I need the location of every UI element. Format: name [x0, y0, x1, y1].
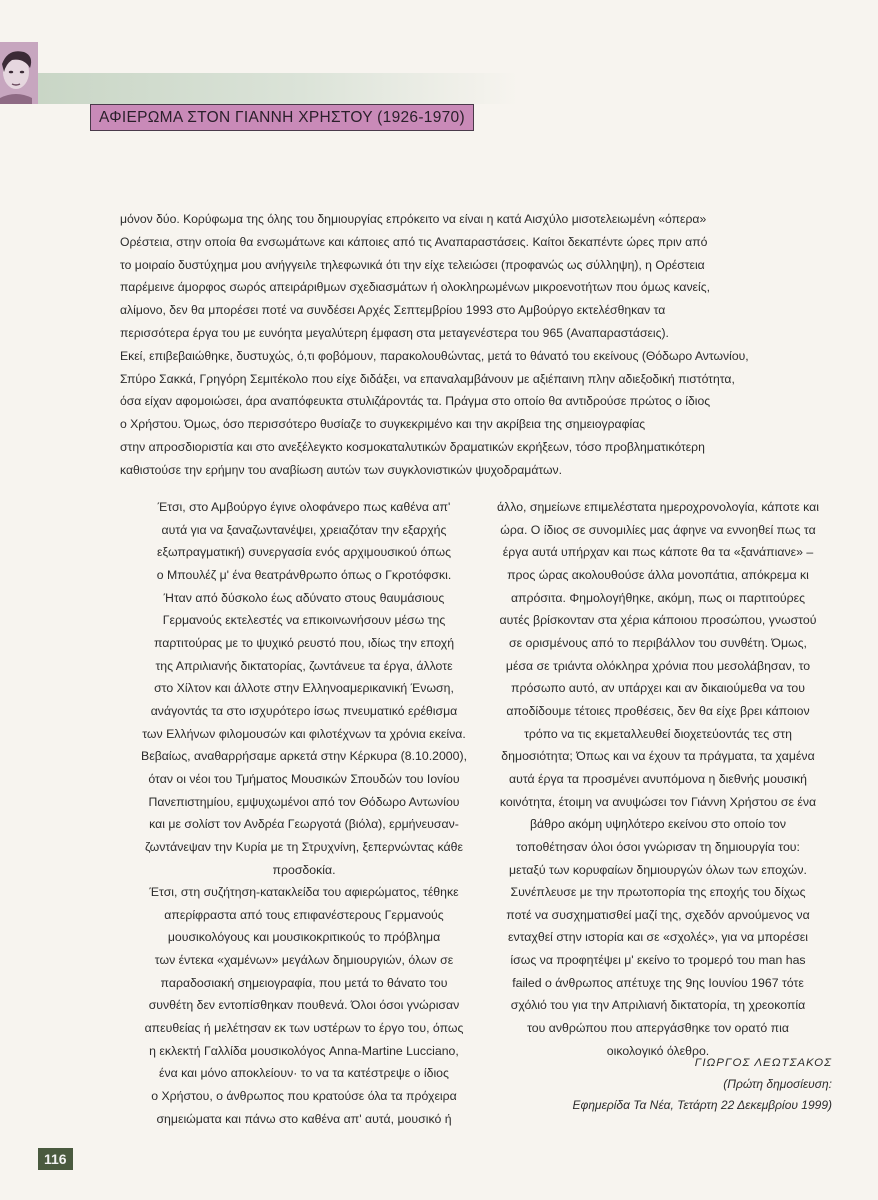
text-line: ζωντάνεψαν την Κυρία με τη Στρυχνίνη, ξεπερνώντας κάθε — [145, 839, 463, 854]
text-line: αυτά έργα τα προσμένει ανυπόμονα η διεθνής μουσική — [508, 771, 807, 786]
page-number: 116 — [38, 1148, 73, 1170]
text-line: δημοσιότητα; Όπως και να έχουν τα πράγματα, τα χαμένα — [501, 749, 815, 764]
text-line: του ανθρώπου που απεργάσθηκε τον ορατό πια — [527, 1021, 789, 1036]
text-line: καθιστούσε την ερήμην του αναβίωση αυτών των συγκλονιστικών ψυχοδραμάτων. — [120, 462, 562, 477]
text-line: απρόσιτα. Φημολογήθηκε, ακόμη, πως οι παρτιτούρες — [510, 590, 806, 605]
text-line: μόνον δύο. Κορύφωμα της όλης του δημιουργίας επρόκειτο να είναι η κατά Αισχύλο μισοτελειωμένη «όπερα» — [120, 212, 707, 226]
text-line: Γερμανούς εκτελεστές να επικοινωνήσουν μέσω της — [162, 613, 446, 628]
text-line: Εκεί, επιβεβαιώθηκε, δυστυχώς, ό,τι φοβόμουν, παρακολουθώντας, μετά το θάνατό του εκείνους (Θόδωρο Αντωνίου, — [120, 348, 749, 363]
text-line: πρόσωπο αυτό, αν υπάρχει και αν δικαιούμεθα να του — [511, 681, 805, 696]
text-line: Έτσι, στο Αμβούργο έγινε ολοφάνερο πως καθένα απ' — [157, 500, 451, 514]
text-line: μεταξύ των κορυφαίων δημιουργών όλων των εποχών. — [509, 862, 807, 877]
author-signature: ΓΙΩΡΓΟΣ ΛΕΩΤΣΑΚΟΣ — [694, 1057, 832, 1069]
text-line: σε ορισμένους από το περιβάλλον του συνθέτη. Όμως, — [509, 635, 807, 650]
text-line: παρέμεινε άμορφος σωρός απειράριθμων σχεδιασμάτων ή ολοκληρωμένων μικροενοτήτων που όμως κανείς, — [120, 280, 710, 295]
text-line: βάθρο ακόμη υψηλότερο εκείνου στο οποίο τον — [529, 817, 787, 832]
text-line: μέσα σε τριάντα ολόκληρα χρόνια που μεσολάβησαν, το — [505, 658, 811, 673]
text-line: των έντεκα «χαμένων» μεγάλων δημιουργιών, όλων σε — [154, 953, 454, 968]
text-line: το μοιραίο δυστύχημα μου ανήγγειλε τηλεφωνικά ότι την είχε τελειώσει (προφανώς ως σύλληψη), η Ορέστεια — [120, 257, 705, 272]
section-title: ΑΦΙΕΡΩΜΑ ΣΤΟΝ ΓΙΑΝΝΗ ΧΡΗΣΤΟΥ (1926-1970) — [90, 104, 474, 131]
text-line: Βεβαίως, αναθαρρήσαμε αρκετά στην Κέρκυρα (8.10.2000), — [141, 749, 467, 764]
text-line: όσα είχαν αφομοιώσει, άρα αναπόφευκτα στυλιζάροντάς τα. Πράγμα στο οποίο θα αντιδρούσε πρώτος ο ίδιος — [120, 394, 711, 409]
text-line: ένα και μόνο αποκλείουν· το να τα κατέστρεψε ο ίδιος — [159, 1066, 449, 1081]
text-line: Έτσι, στη συζήτηση-κατακλείδα του αφιερώματος, τέθηκε — [149, 885, 459, 900]
text-line: Πανεπιστημίου, εμψυχωμένοι από τον Θόδωρο Αντωνίου — [148, 794, 460, 809]
text-line: της Απριλιανής δικτατορίας, ζωντάνευε τα έργα, άλλοτε — [155, 658, 453, 673]
text-line: κοινότητα, έτοιμη να ανυψώσει τον Γιάννη Χρήστου σε ένα — [499, 794, 817, 809]
text-line: Ήταν από δύσκολο έως αδύνατο στους θαυμάσιους — [163, 590, 445, 605]
text-line: εξωπραγματική) συνεργασία ενός αρχιμουσικού όπως — [156, 545, 452, 560]
text-line: Σπύρο Σακκά, Γρηγόρη Σεμιτέκολο που είχε διδάξει, να επαναλαμβάνουν με αξιέπαινη πλην αδιεξοδική πιστότητα, — [120, 371, 735, 386]
text-line: ποτέ να συσχηματισθεί μαζί της, σχεδόν αρνούμενος να — [506, 907, 810, 922]
text-line: Συνέπλευσε με την πρωτοπορία της εποχής του δίχως — [510, 885, 806, 900]
text-line: στην απροσδιοριστία και στο ανεξέλεγκτο κοσμοκαταλυτικών δραματικών εκρήξεων, τόσο προβληματικότερη — [120, 439, 705, 454]
text-line: σημειώματα και πάνω στο καθένα απ' αυτά, μουσικό ή — [156, 1111, 452, 1126]
text-line: άλλο, σημείωνε επιμελέστατα ημεροχρονολογία, κάποτε και — [496, 500, 819, 514]
text-line: παραδοσιακή σημειογραφία, που μετά το θάνατο του — [160, 975, 448, 990]
text-line: η εκλεκτή Γαλλίδα μουσικολόγος Anna-Martine Lucciano, — [149, 1043, 459, 1058]
text-line: οικολογικό όλεθρο. — [606, 1043, 710, 1058]
text-line: έργα αυτά υπήρχαν και πως κάποτε θα τα «ξανάπιανε» – — [502, 545, 814, 560]
text-line: όταν οι νέοι του Τμήματος Μουσικών Σπουδών του Ιονίου — [148, 771, 460, 786]
text-line: τρόπο να τις εκμεταλλευθεί διοχετεύοντάς τες στη — [524, 726, 792, 741]
text-line: παρτιτούρας με το ψυχικό ρευστό που, ιδίως την εποχή — [153, 635, 455, 650]
text-line: αλίμονο, δεν θα μπορέσει ποτέ να συνδέσει Αρχές Σεπτεμβρίου 1993 στο Αμβούργο εκτελέσθηκαν τα — [120, 303, 666, 318]
text-line: προσδοκία. — [272, 862, 336, 877]
text-line: ο Μπουλέζ μ' ένα θεατράνθρωπο όπως ο Γκροτόφσκι. — [156, 567, 452, 582]
text-line: ώρα. Ο ίδιος σε συνομιλίες μας άφηνε να εννοηθεί πως τα — [500, 522, 816, 537]
text-line: ενταχθεί στην ιστορία και σε «σχολές», για να μπορέσει — [507, 930, 809, 945]
publication-source — [560, 1074, 832, 1115]
text-line: μουσικολόγους και μουσικοκριτικούς το πρόβλημα — [167, 930, 441, 945]
text-line: αποδίδουμε τέτοιες προθέσεις, δεν θα είχε βρει κάποιον — [506, 703, 810, 718]
text-line: αυτές βρίσκονταν στα χέρια κάποιου προσώπου, γνωστού — [499, 613, 817, 628]
text-line: failed ο άνθρωπος απέτυχε της 9ης Ιουνίου 1967 τότε — [512, 975, 804, 990]
text-line: ανάγοντάς τα στο ισχυρότερο ίσως πνευματικό ερέθισμα — [150, 703, 458, 718]
text-line: περισσότερα έργα του με ευνόητα μεγαλύτερη έμφαση στα μεταγενέστερα του 965 (Αναπαραστάσεις). — [120, 325, 669, 340]
source-line: Εφημερίδα Τα Νέα, Τετάρτη 22 Δεκεμβρίου 1999) — [572, 1097, 832, 1112]
source-line: (Πρώτη δημοσίευση: — [723, 1077, 832, 1091]
text-line: αυτά για να ξαναζωντανέψει, χρειαζόταν την εξαρχής — [161, 522, 447, 537]
text-line: και με σολίστ τον Ανδρέα Γεωργοτά (βιόλα), ερμήνευσαν- — [149, 817, 459, 832]
text-line: στο Χίλτον και άλλοτε στην Ελληνοαμερικανική Ένωση, — [154, 681, 454, 696]
intro-paragraph — [120, 208, 780, 482]
author-portrait-photo — [0, 42, 38, 104]
header-band — [38, 73, 518, 104]
text-line: απευθείας ή μελέτησαν εκ των υστέρων το έργο του, όπως — [144, 1021, 464, 1036]
text-line: Ορέστεια, στην οποία θα ενσωμάτωνε και κάποιες από τις Αναπαραστάσεις. Καίτοι δεκαπέντε ώρες πριν από — [120, 234, 708, 249]
left-column — [128, 496, 480, 1130]
text-line: ο Χρήστου, ο άνθρωπος που κρατούσε όλα τα πρόχειρα — [151, 1089, 457, 1104]
text-line: συνθέτη δεν εντοπίσθηκαν πουθενά. Όλοι όσοι γνώρισαν — [148, 998, 460, 1013]
text-line: των Ελλήνων φιλομουσών και φιλοτέχνων τα χρόνια εκείνα. — [142, 726, 466, 741]
text-line: ίσως να προφητέψει μ' εκείνο το τρομερό του man has — [510, 953, 806, 968]
right-column — [482, 496, 834, 1062]
text-line: απερίφραστα από τους επιφανέστερους Γερμανούς — [164, 907, 444, 922]
text-line: τοποθέτησαν όλοι όσοι γνώρισαν τη δημιουργία του: — [516, 839, 800, 854]
text-line: σχόλιό του για την Απριλιανή δικτατορία, τη χρεοκοπία — [510, 998, 806, 1013]
text-line: ο Χρήστου. Όμως, όσο περισσότερο θυσίαζε το συγκεκριμένο και την ακρίβεια της σημειογραφίας — [120, 417, 646, 432]
text-line: προς ώρας ακολουθούσε άλλα μονοπάτια, απόκρεμα κι — [507, 567, 809, 582]
